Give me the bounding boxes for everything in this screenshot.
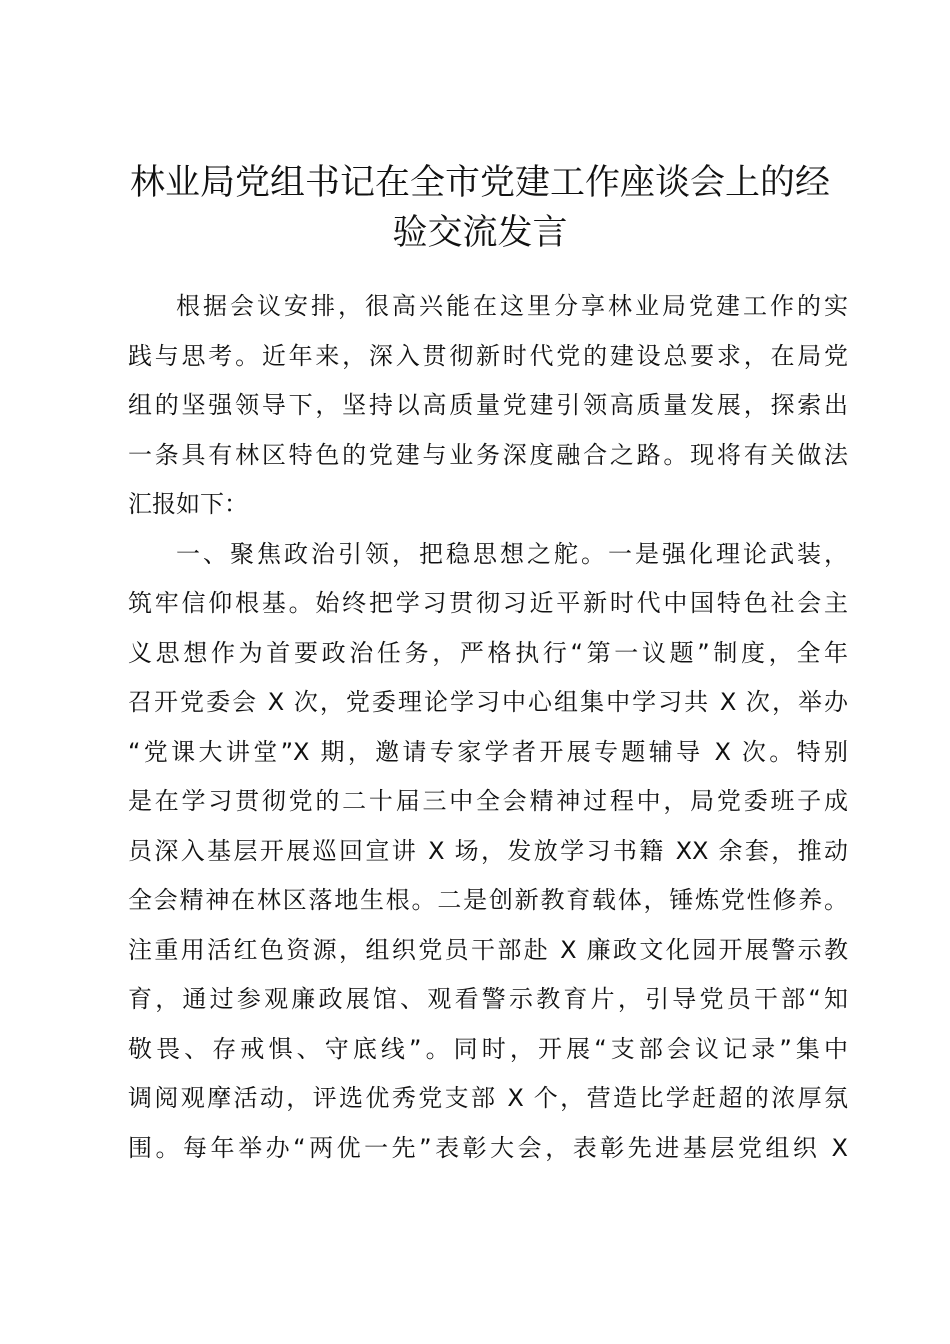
text-line: 注重用活红色资源，组织党员干部赴 X 廉政文化园开展警示教 bbox=[128, 935, 848, 964]
text-line: “党课大讲堂”X 期，邀请专家学者开展专题辅导 X 次。特别 bbox=[128, 737, 848, 766]
text-line: 全会精神在林区落地生根。二是创新教育载体，锤炼党性修养。 bbox=[128, 886, 848, 914]
text-line: 一、聚焦政治引领，把稳思想之舵。一是强化理论武装， bbox=[176, 539, 848, 568]
document-title bbox=[120, 158, 840, 258]
text-line: 践与思考。近年来，深入贯彻新时代党的建设总要求，在局党 bbox=[128, 341, 848, 370]
text-line: 根据会议安排，很高兴能在这里分享林业局党建工作的实 bbox=[176, 292, 848, 320]
text-line: 筑牢信仰根基。始终把学习贯彻习近平新时代中国特色社会主 bbox=[128, 589, 848, 617]
text-line: 一条具有林区特色的党建与业务深度融合之路。现将有关做法 bbox=[128, 440, 848, 469]
paragraph-intro bbox=[128, 282, 848, 530]
text-line: 义思想作为首要政治任务，严格执行“第一议题”制度，全年 bbox=[128, 638, 848, 667]
text-line: 汇报如下： bbox=[128, 490, 248, 518]
text-line: 员深入基层开展巡回宣讲 X 场，发放学习书籍 XX 余套，推动 bbox=[128, 836, 848, 865]
text-line: 敬畏、存戒惧、守底线”。同时，开展“支部会议记录”集中 bbox=[128, 1034, 848, 1063]
title-line-1: 林业局党组书记在全市党建工作座谈会上的经 bbox=[129, 163, 830, 203]
text-line: 组的坚强领导下，坚持以高质量党建引领高质量发展，探索出 bbox=[128, 391, 848, 419]
paragraph-section-one bbox=[128, 530, 848, 1174]
text-line: 是在学习贯彻党的二十届三中全会精神过程中，局党委班子成 bbox=[128, 787, 848, 815]
text-line: 围。每年举办“两优一先”表彰大会，表彰先进基层党组织 X bbox=[128, 1133, 848, 1162]
document-body bbox=[128, 282, 848, 1173]
text-line: 调阅观摩活动，评选优秀党支部 X 个，营造比学赶超的浓厚氛 bbox=[128, 1084, 848, 1112]
title-line-2: 验交流发言 bbox=[392, 213, 568, 253]
text-line: 育，通过参观廉政展馆、观看警示教育片，引导党员干部“知 bbox=[128, 985, 848, 1013]
text-line: 召开党委会 X 次，党委理论学习中心组集中学习共 X 次，举办 bbox=[128, 688, 848, 716]
